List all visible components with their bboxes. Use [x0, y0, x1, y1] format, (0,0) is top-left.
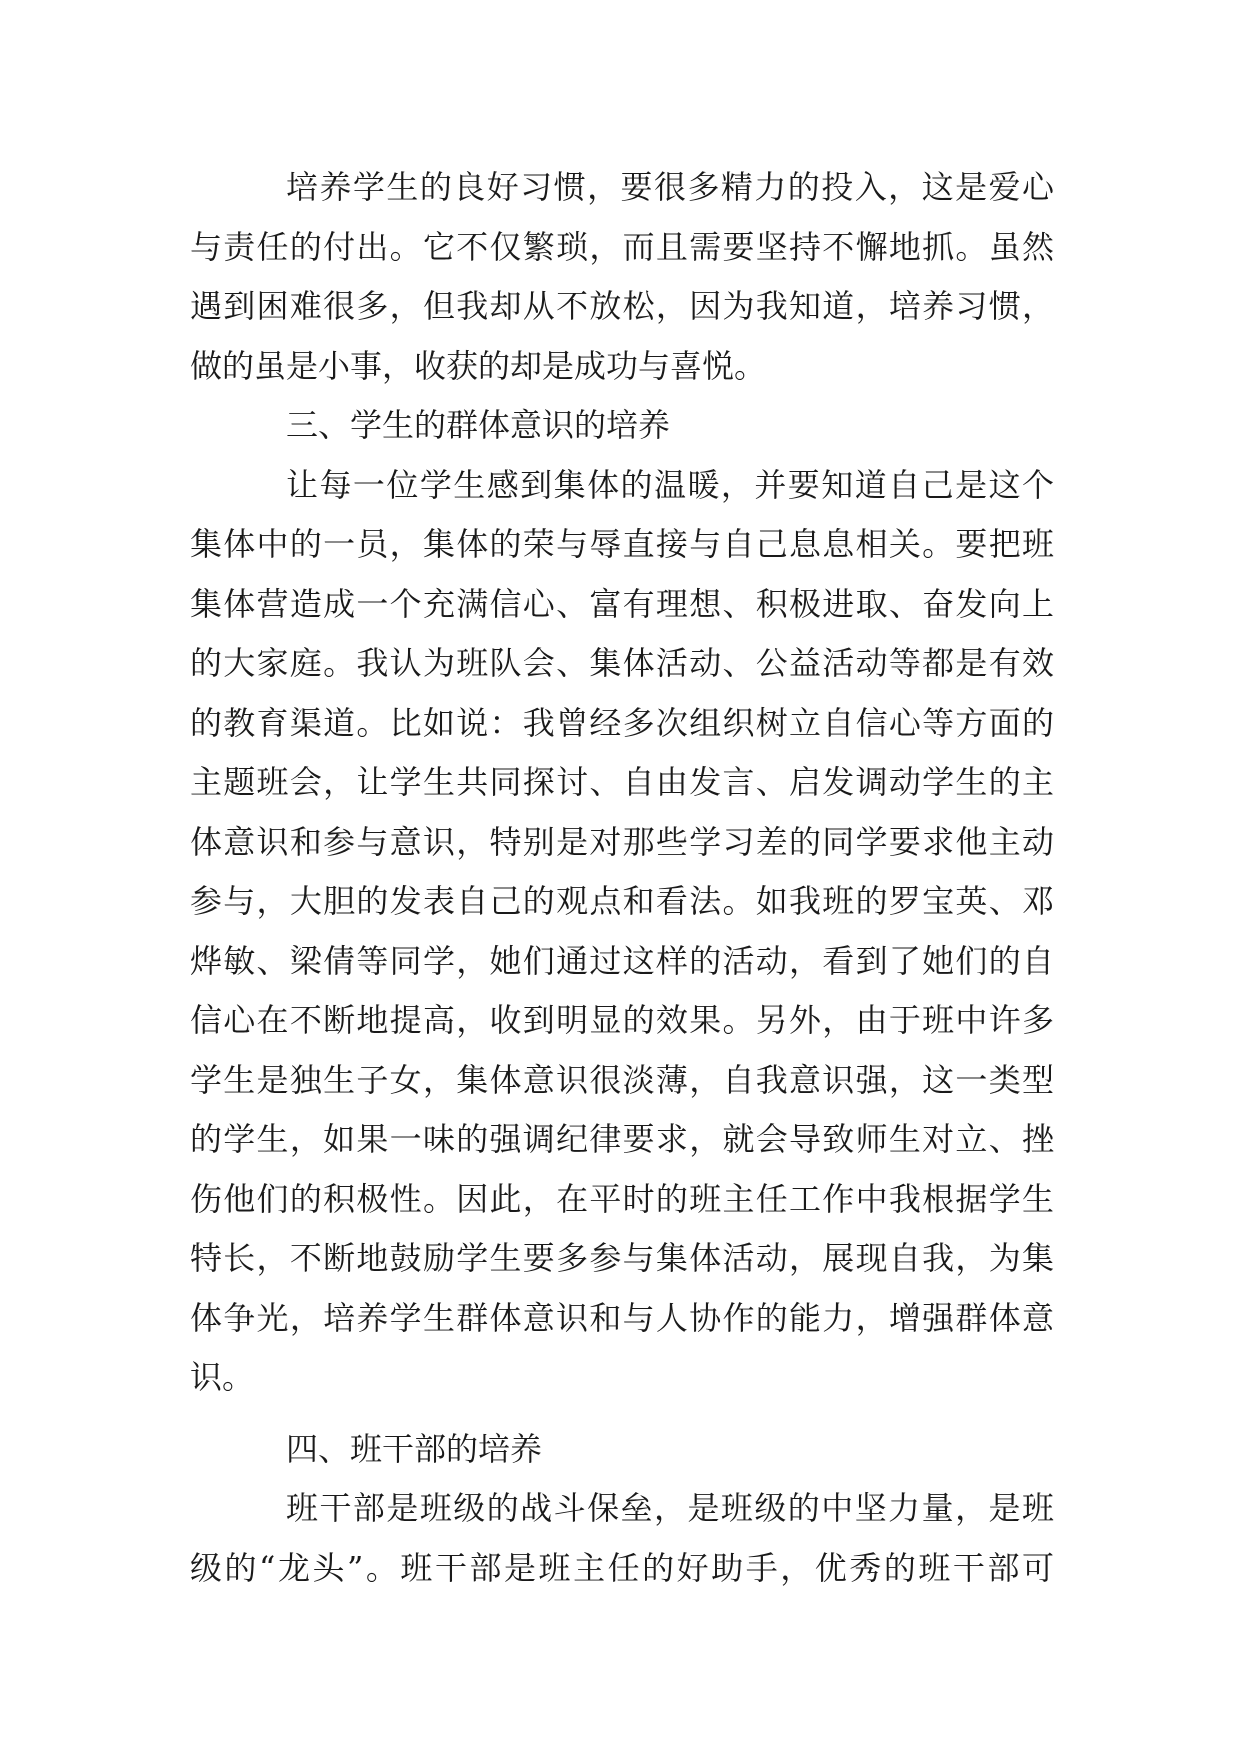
text-line: 遇到困难很多，但我却从不放松，因为我知道，培养习惯，: [190, 287, 1054, 325]
text-line: 参与，大胆的发表自己的观点和看法。如我班的罗宝英、邓: [190, 882, 1054, 920]
text-line: 体争光，培养学生群体意识和与人协作的能力，增强群体意: [190, 1298, 1054, 1337]
text-line: 的大家庭。我认为班队会、集体活动、公益活动等都是有效: [190, 644, 1054, 682]
text-line: 识。: [190, 1358, 255, 1396]
text-line: 特长，不断地鼓励学生要多参与集体活动，展现自我，为集: [190, 1239, 1054, 1277]
text-line: 的教育渠道。比如说：我曾经多次组织树立自信心等方面的: [190, 703, 1054, 742]
paragraph-habits: [190, 158, 1054, 396]
text-line: 做的虽是小事，收获的却是成功与喜悦。: [190, 346, 767, 385]
text-line: 伤他们的积极性。因此，在平时的班主任工作中我根据学生: [190, 1179, 1054, 1218]
section-heading: 三、学生的群体意识的培养: [286, 406, 671, 444]
text-line: 与责任的付出。它不仅繁琐，而且需要坚持不懈地抓。虽然: [190, 227, 1054, 266]
paragraph-group-awareness: [190, 456, 1054, 1408]
text-line: 集体中的一员，集体的荣与辱直接与自己息息相关。要把班: [190, 525, 1054, 563]
text-line: 学生是独生子女，集体意识很淡薄，自我意识强，这一类型: [190, 1060, 1054, 1099]
text-line: 体意识和参与意识，特别是对那些学习差的同学要求他主动: [190, 822, 1054, 861]
text-line: 的学生，如果一味的强调纪律要求，就会导致师生对立、挫: [190, 1120, 1054, 1158]
paragraph-class-cadres: [190, 1479, 1054, 1598]
document-body: [190, 158, 1054, 1598]
text-line: 烨敏、梁倩等同学，她们通过这样的活动，看到了她们的自: [190, 941, 1054, 980]
section-heading: 四、班干部的培养: [286, 1429, 543, 1468]
text-line: 班干部是班级的战斗保垒，是班级的中坚力量，是班: [286, 1489, 1054, 1527]
text-line: 级的“龙头”。班干部是班主任的好助手，优秀的班干部可: [190, 1548, 1054, 1587]
section-heading-class-cadres: [190, 1420, 1054, 1480]
section-heading-group-awareness: [190, 396, 1054, 456]
text-line: 主题班会，让学生共同探讨、自由发言、启发调动学生的主: [190, 763, 1054, 801]
paragraph-spacer: [190, 1408, 1054, 1420]
text-line: 让每一位学生感到集体的温暖，并要知道自己是这个: [286, 465, 1054, 504]
text-line: 集体营造成一个充满信心、富有理想、积极进取、奋发向上: [190, 584, 1054, 623]
text-line: 信心在不断地提高，收到明显的效果。另外，由于班中许多: [190, 1001, 1054, 1039]
text-line: 培养学生的良好习惯，要很多精力的投入，这是爱心: [286, 168, 1054, 206]
